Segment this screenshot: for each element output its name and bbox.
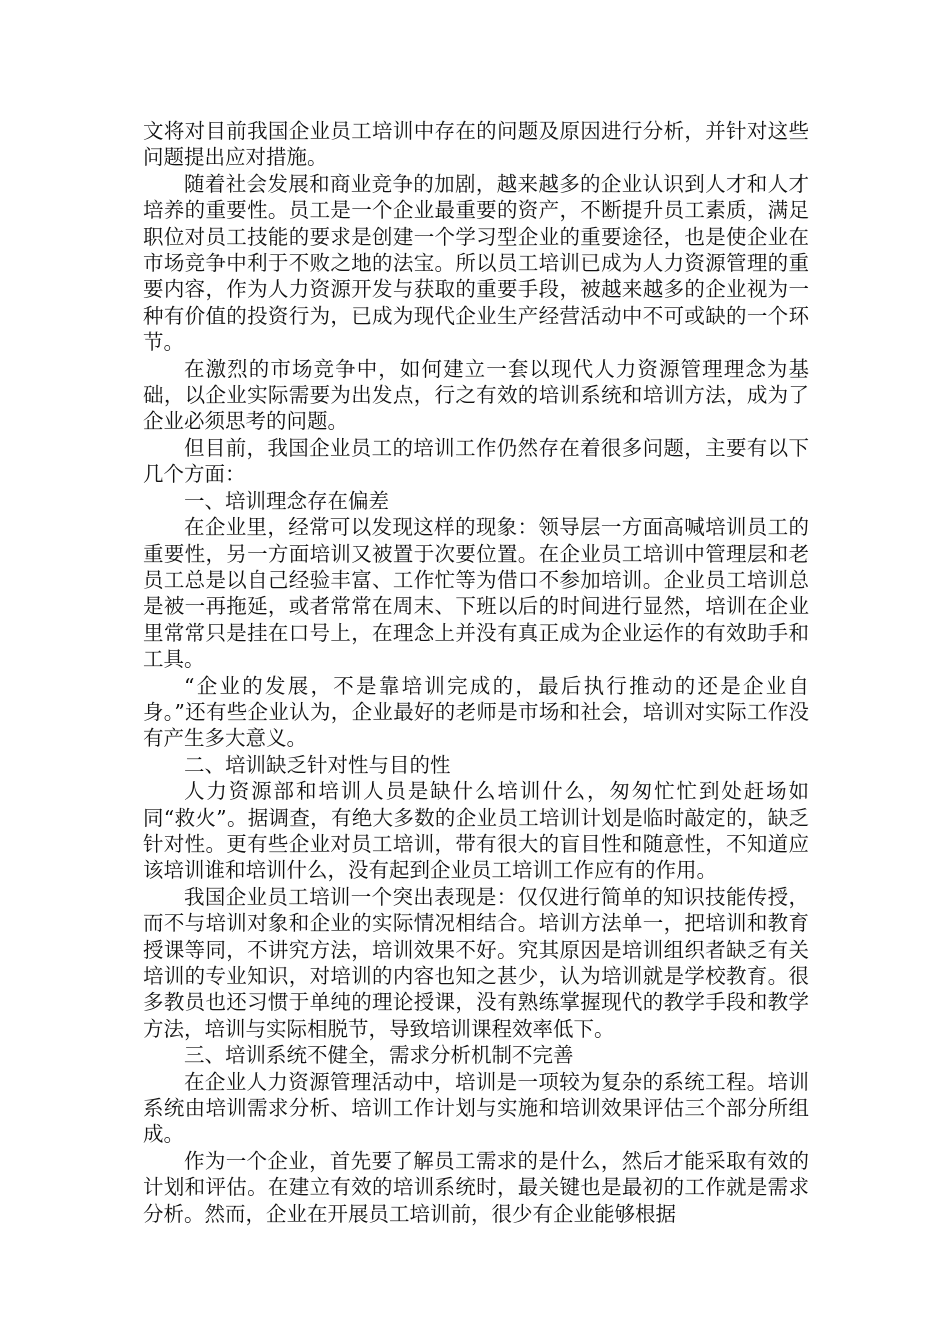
paragraph-training-methods: 我国企业员工培训一个突出表现是：仅仅进行简单的知识技能传授，而不与培训对象和企业的实际情况相结合。培训方法单一，把培训和教育授课等同，不讲究方法，培训效果不好。究其原因是培训组织者缺乏有关培训的专业知识，对培训的内容也知之甚少，认为培训就是学校教育。很多教员也还习惯于单纯的理论授课，没有熟练掌握现代的教学手段和教学方法，培训与实际相脱节，导致培训课程效率低下。 <box>143 884 809 1041</box>
section-heading-3: 三、培训系统不健全，需求分析机制不完善 <box>184 1043 574 1068</box>
paragraph-needs-analysis: 作为一个企业，首先要了解员工需求的是什么，然后才能采取有效的计划和评估。在建立有效的培训系统时，最关键也是最初的工作就是需求分析。然而，企业在开展员工培训前，很少有企业能够根据 <box>143 1148 809 1226</box>
section-heading-2: 二、培训缺乏针对性与目的性 <box>184 752 451 777</box>
paragraph-quote: “企业的发展，不是靠培训完成的，最后执行推动的还是企业自身。”还有些企业认为，企业最好的老师是市场和社会，培训对实际工作没有产生多大意义。 <box>143 673 809 751</box>
document-page <box>143 118 809 1227</box>
paragraph-importance-of-talent: 随着社会发展和商业竞争的加剧，越来越多的企业认识到人才和人才培养的重要性。员工是一个企业最重要的资产，不断提升员工素质，满足职位对员工技能的要求是创建一个学习型企业的重要途径，也是使企业在市场竞争中利于不败之地的法宝。所以员工培训已成为人力资源管理的重要内容，作为人力资源开发与获取的重要手段，被越来越多的企业视为一种有价值的投资行为，已成为现代企业生产经营活动中不可或缺的一个环节。 <box>143 171 809 355</box>
section-heading-1: 一、培训理念存在偏差 <box>184 488 389 513</box>
paragraph-lack-of-targeting: 人力资源部和培训人员是缺什么培训什么，匆匆忙忙到处赶场如同“救火”。据调查，有绝大多数的企业员工培训计划是临时敲定的，缺乏针对性。更有些企业对员工培训，带有很大的盲目性和随意性，不知道应该培训谁和培训什么，没有起到企业员工培训工作应有的作用。 <box>143 779 809 883</box>
paragraph-continuation: 文将对目前我国企业员工培训中存在的问题及原因进行分析，并针对这些问题提出应对措施。 <box>143 119 809 170</box>
paragraph-market-competition: 在激烈的市场竞争中，如何建立一套以现代人力资源管理理念为基础，以企业实际需要为出发点，行之有效的培训系统和培训方法，成为了企业必须思考的问题。 <box>143 356 809 434</box>
paragraph-current-problems: 但目前，我国企业员工的培训工作仍然存在着很多问题，主要有以下几个方面： <box>143 435 809 487</box>
paragraph-concept-deviation: 在企业里，经常可以发现这样的现象：领导层一方面高喊培训员工的重要性，另一方面培训又被置于次要位置。在企业员工培训中管理层和老员工总是以自己经验丰富、工作忙等为借口不参加培训。企业员工培训总是被一再拖延，或者常常在周末、下班以后的时间进行显然，培训在企业里常常只是挂在口号上，在理念上并没有真正成为企业运作的有效助手和工具。 <box>143 515 809 672</box>
paragraph-training-system: 在企业人力资源管理活动中，培训是一项较为复杂的系统工程。培训系统由培训需求分析、培训工作计划与实施和培训效果评估三个部分所组成。 <box>143 1069 809 1147</box>
